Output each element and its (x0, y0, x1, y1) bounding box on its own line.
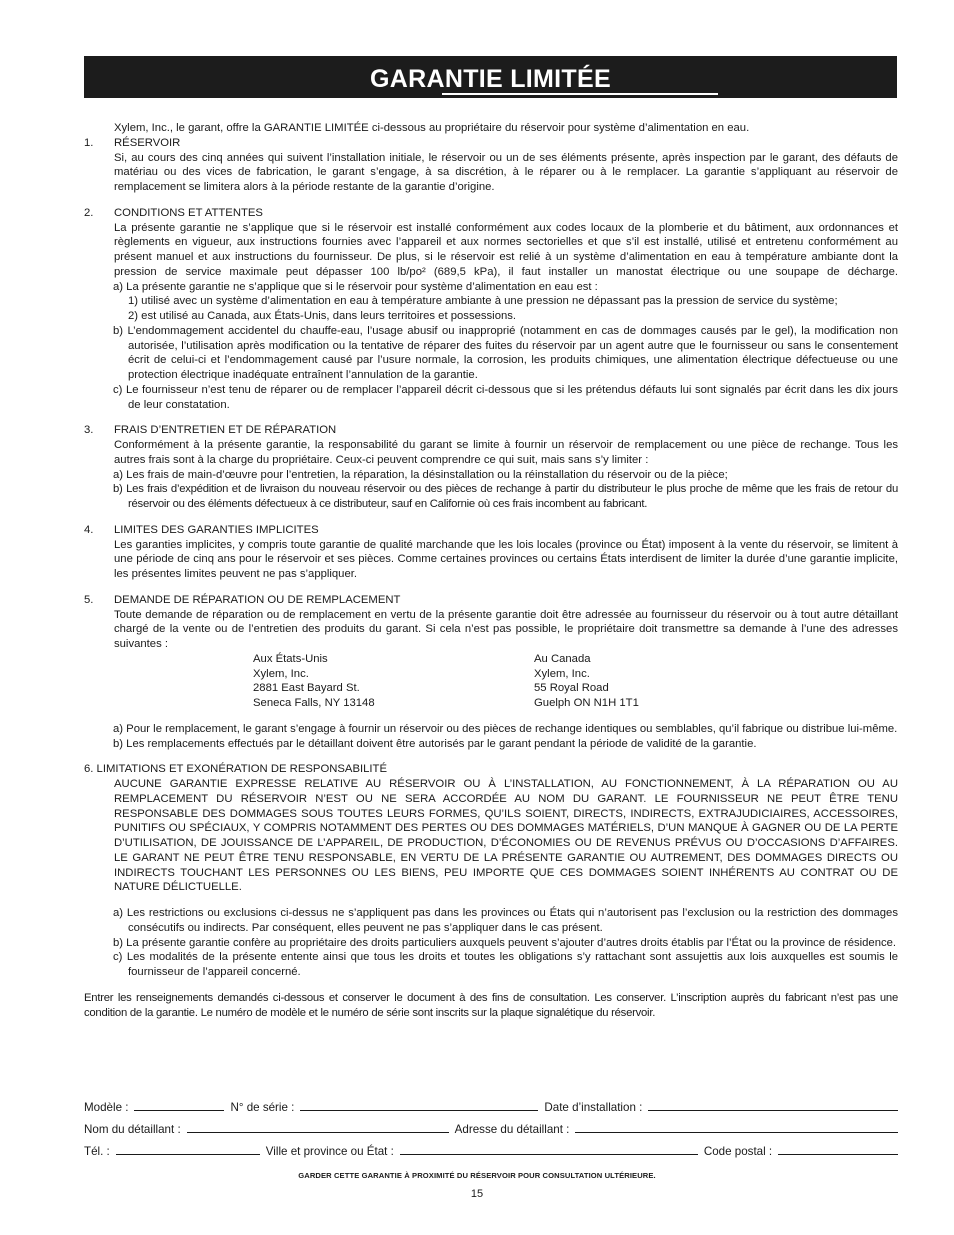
section-6-item-b: b) La présente garantie confère au propriétaire des droits particuliers auxquels peuvent s’ajouter d’autres droits établis par l’État ou la province de résidence. (113, 936, 897, 949)
section-number: 2. (84, 206, 94, 219)
serial-field[interactable] (300, 1109, 538, 1111)
registration-form (84, 1099, 898, 1165)
dealer-address-field[interactable] (575, 1131, 898, 1133)
postal-code-field[interactable] (778, 1153, 898, 1155)
section-4-heading (84, 523, 898, 538)
section-title: CONDITIONS ET ATTENTES (114, 206, 263, 219)
address-canada (534, 652, 639, 711)
section-3-body: Conformément à la présente garantie, la responsabilité du garant se limite à fournir un réservoir de remplacement ou une pièce de rechange. Tous les autres frais sont à la charge du propriétaire. Ceux-ci peuvent comprendre ce qui suit, mais sans s’y limiter : (114, 439, 898, 466)
section-2-body: La présente garantie ne s’applique que si le réservoir est installé conformément aux codes locaux de la plomberie et du bâtiment, aux ordonnances et règlements en vigueur, aux instructions fournies avec l’appareil et aux normes sectorielles et que s’il est installé, utilisé et entretenu conformément au présent manuel et aux instructions du fournisseur. De plus, si le réservoir est relié à un système d’alimentation en eau à température ambiante dont la pression de service maximale peut dépasser 100 lb/po² (689,5 kPa), il faut installer un manostat électrique ou une soupape de décharge. (114, 221, 898, 278)
addresses (84, 652, 898, 711)
form-row-3 (84, 1143, 898, 1158)
intro-paragraph: Xylem, Inc., le garant, offre la GARANTIE LIMITÉE ci-dessous au propriétaire du réservoir pour système d’alimentation en eau. (114, 122, 750, 134)
section-3-item-b: b) Les frais d’expédition et de livraison du nouveau réservoir ou des pièces de rechange à partir du distributeur le plus proche de même que les frais de retour du réservoir ou des éléments défectueux à ce distributeur, sauf en Californie où ces frais incombent au fabricant. (113, 483, 898, 510)
install-date-field[interactable] (648, 1109, 898, 1111)
title-underline (442, 93, 718, 95)
model-label: Modèle : (84, 1101, 129, 1114)
warranty-body (84, 121, 898, 1020)
section-number: 5. (84, 593, 94, 606)
form-row-2 (84, 1121, 898, 1136)
section-1-body: Si, au cours des cinq années qui suivent l’installation initiale, le réservoir ou un de ses éléments présente, après inspection par le garant, des défauts de matériau ou des vices de fabrication, le garant s’engage, à sa discrétion, à le réparer ou à le remplacer. La garantie s’appliquant au réservoir de remplacement se limitera alors à la période restante de la garantie d’origine. (114, 151, 898, 193)
dealer-name-field[interactable] (187, 1131, 449, 1133)
phone-field[interactable] (116, 1153, 260, 1155)
section-5-heading (84, 593, 898, 608)
section-3-heading (84, 423, 898, 438)
section-6-item-a: a) Les restrictions ou exclusions ci-dessus ne s’appliquent pas dans les provinces ou États qui n’autorisent pas l’exclusion ou la restriction des dommages consécutifs ou indirects. Par conséquent, elles peuvent ne pas s’appliquer dans le cas présent. (113, 907, 898, 934)
install-date-label: Date d’installation : (544, 1101, 643, 1114)
section-1-heading (84, 136, 898, 151)
serial-label: N° de série : (230, 1101, 295, 1114)
address-line: Xylem, Inc. (253, 667, 309, 680)
section-6-heading: 6. LIMITATIONS ET EXONÉRATION DE RESPONSABILITÉ (84, 763, 387, 776)
section-6-item-c: c) Les modalités de la présente entente ainsi que tous les droits et toutes les obligations s’y rattachant sont assujettis aux lois auxquelles est soumis le fournisseur de l’appareil concerné. (113, 951, 898, 978)
model-field[interactable] (134, 1109, 224, 1111)
address-line: Aux États-Unis (253, 652, 328, 665)
section-2-item-a: a) La présente garantie ne s’applique que si le réservoir pour système d’alimentation en eau est : (113, 280, 598, 293)
section-number: 1. (84, 136, 94, 149)
title-banner (84, 56, 897, 98)
section-2-heading (84, 206, 898, 221)
address-line: Xylem, Inc. (534, 667, 590, 680)
address-line: 2881 East Bayard St. (253, 682, 360, 695)
form-row-1 (84, 1099, 898, 1114)
postal-code-label: Code postal : (703, 1145, 773, 1158)
section-6-disclaimer: AUCUNE GARANTIE EXPRESSE RELATIVE AU RÉSERVOIR OU À L’INSTALLATION, AU FONCTIONNEMENT, À LA RÉPARATION OU AU REMPLACEMENT DU RÉSERVOIR N’EST OU NE SERA ACCORDÉE AU NOM DU GARANT. LE FOURNISSEUR NE PEUT ÊTRE TENU RESPONSABLE DES DOMMAGES SOUS TOUTES LEURS FORMES, QU’ILS SOIENT, DIRECTS, INDIRECTS, EXTRAJUDICIAIRES, ACCESSOIRES, PUNITIFS OU SPÉCIAUX, Y COMPRIS NOTAMMENT DES PERTES OU DES DOMMAGES MATÉRIELS, D’UN MANQUE À GAGNER OU DE LA PERTE D’UTILISATION, DE JOUISSANCE DE L’APPAREIL, DE PRODUCTION, D’ÉCONOMIES OU DE REVENUS PRÉVUS OU D’OCCASIONS D’AFFAIRES. LE GARANT NE PEUT ÊTRE TENU RESPONSABLE, EN VERTU DE LA PRÉSENTE GARANTIE OU AUTREMENT, DES DOMMAGES DIRECTS OU INDIRECTS TOUCHANT LES PERSONNES OU LES BIENS, PEU IMPORTE QUE CES DOMMAGES SOIENT INHÉRENTS AU CONTRAT OU DE NATURE DÉLICTUELLE. (114, 778, 898, 894)
page-title: GARANTIE LIMITÉE (370, 65, 611, 93)
address-line: 55 Royal Road (534, 682, 609, 695)
dealer-name-label: Nom du détaillant : (84, 1123, 181, 1136)
page-number: 15 (470, 1188, 484, 1200)
section-3-item-a: a) Les frais de main-d’œuvre pour l’entretien, la réparation, la désinstallation ou la réinstallation du réservoir ou de la pièce; (113, 468, 728, 481)
address-usa (253, 652, 375, 711)
address-line: Guelph ON N1H 1T1 (534, 697, 639, 709)
section-5-item-b: b) Les remplacements effectués par le détaillant doivent être autorisés par le garant pendant la période de validité de la garantie. (113, 737, 757, 750)
section-4-body: Les garanties implicites, y compris toute garantie de qualité marchande que les lois locales (province ou État) imposent à la vente du réservoir, se limitent à une période de cinq ans pour le réservoir et ses pièces. Comme certaines provinces ou certains États interdisent de limiter la durée d’une garantie implicite, les présentes limites peuvent ne pas s’appliquer. (114, 538, 898, 580)
section-2-item-b: b) L’endommagement accidentel du chauffe-eau, l’usage abusif ou inapproprié (notamment en cas de dommages causés par le gel), la modification non autorisée, l’utilisation après modification ou la tentative de réparer des fuites du réservoir par un agent autre que le fournisseur ou sans le consentement écrit de celui-ci et l’endommagement causé par l’usure normale, la corrosion, les produits chimiques, une alimentation électrique défectueuse ou une protection électrique inadéquate entraînent l’annulation de la garantie. (113, 324, 898, 381)
city-state-field[interactable] (400, 1153, 698, 1155)
section-title: LIMITES DES GARANTIES IMPLICITES (114, 523, 319, 536)
keep-warranty-note: GARDER CETTE GARANTIE À PROXIMITÉ DU RÉSERVOIR POUR CONSULTATION ULTÉRIEURE. (298, 1171, 656, 1180)
dealer-address-label: Adresse du détaillant : (454, 1123, 570, 1136)
section-title: DEMANDE DE RÉPARATION OU DE REMPLACEMENT (114, 593, 401, 606)
city-state-label: Ville et province ou État : (265, 1145, 394, 1158)
section-5-body: Toute demande de réparation ou de remplacement en vertu de la présente garantie doit être adressée au fournisseur du réservoir ou à tout autre détaillant chargé de la vente ou de l’entretien des produits du garant. Si cela n’est pas possible, le propriétaire doit transmettre sa demande à l’une des adresses suivantes : (114, 608, 898, 650)
registration-note: Entrer les renseignements demandés ci-dessous et conserver le document à des fins de consultation. Les conserver. L’inscription auprès du fabricant n’est pas une condition de la garantie. Le numéro de modèle et le numéro de série sont inscrits sur la plaque signalétique du réservoir. (84, 991, 898, 1019)
section-number: 4. (84, 523, 94, 536)
address-line: Seneca Falls, NY 13148 (253, 697, 375, 709)
phone-label: Tél. : (84, 1145, 110, 1158)
section-title: RÉSERVOIR (114, 136, 181, 149)
section-2-item-a2: 2) est utilisé au Canada, aux États-Unis, dans leurs territoires et possessions. (128, 310, 517, 322)
section-number: 3. (84, 424, 94, 437)
section-title: FRAIS D’ENTRETIEN ET DE RÉPARATION (114, 424, 337, 437)
section-5-item-a: a) Pour le remplacement, le garant s’engage à fournir un réservoir ou des pièces de rechange identiques ou semblables, qu’il fabrique ou distribue lui-même. (113, 722, 898, 735)
address-line: Au Canada (534, 652, 591, 665)
section-2-item-a1: 1) utilisé avec un système d’alimentation en eau à température ambiante à une pression ne dépassant pas la pression de service du système; (128, 295, 838, 308)
section-2-item-c: c) Le fournisseur n’est tenu de réparer ou de remplacer l’appareil décrit ci-dessous que si les prétendus défauts lui sont signalés par écrit dans les dix jours de leur constatation. (113, 383, 898, 411)
